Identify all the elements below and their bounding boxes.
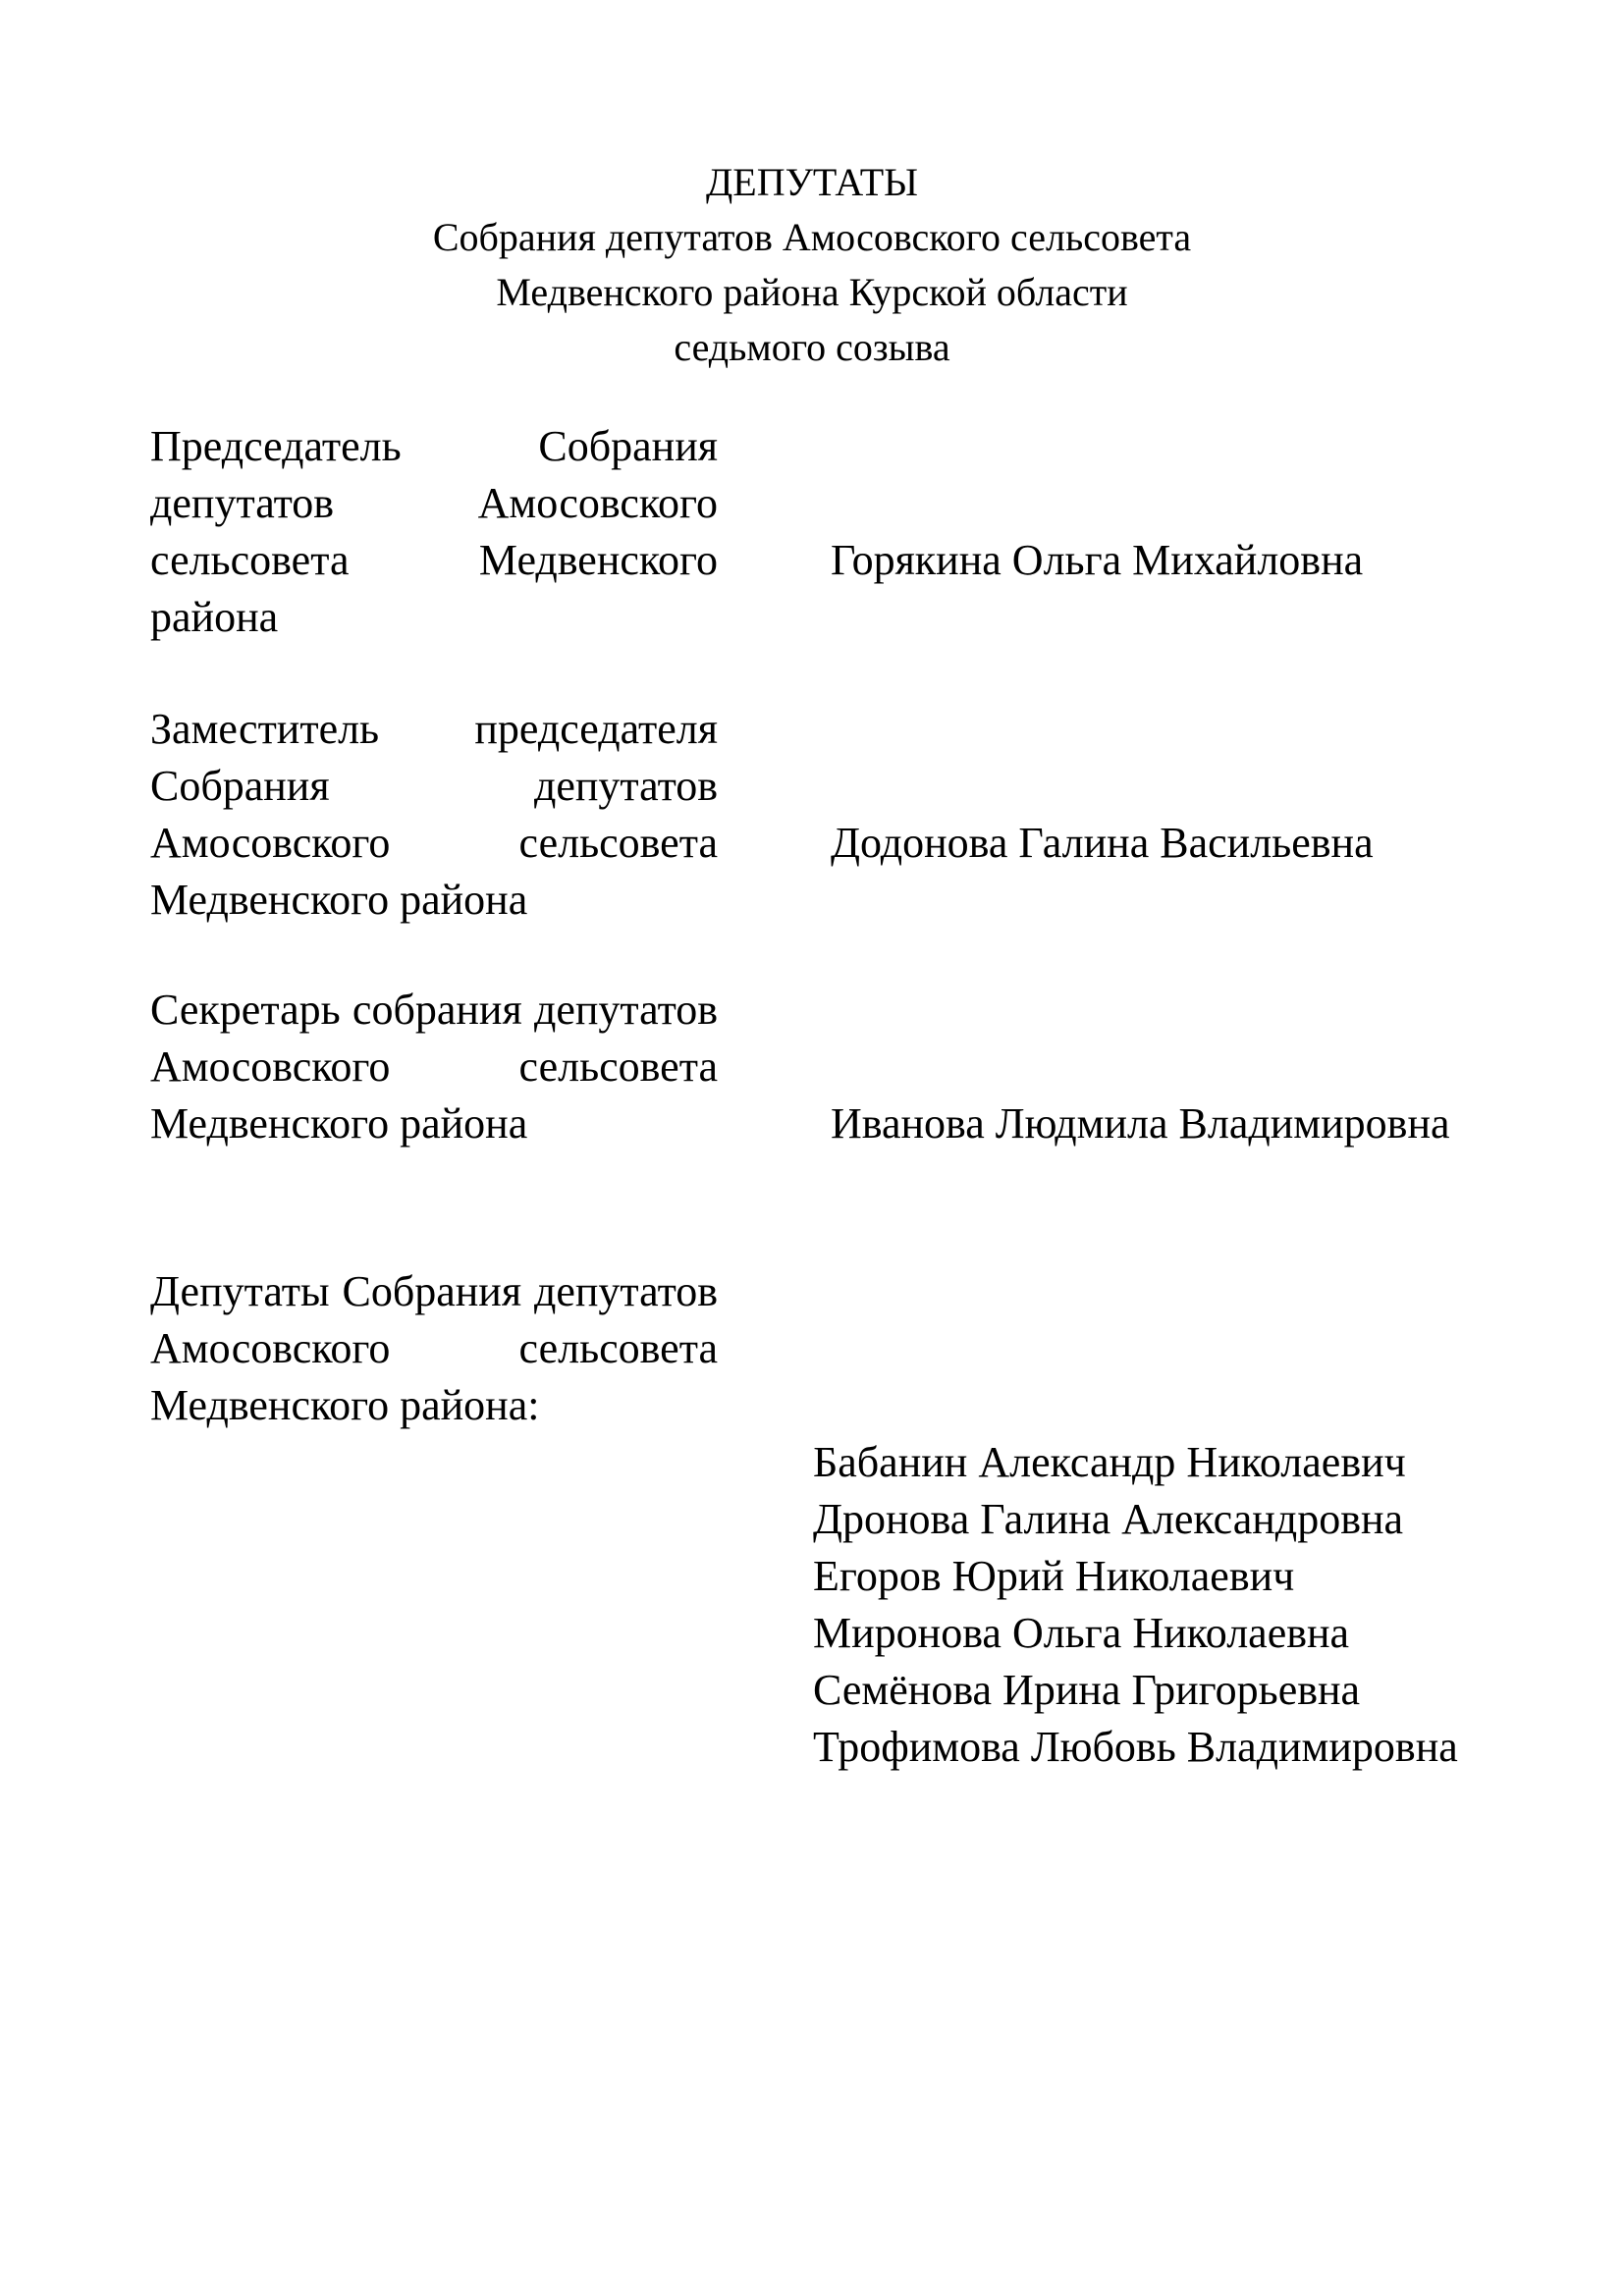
- list-item: Бабанин Александр Николаевич: [813, 1438, 1406, 1486]
- deputies-role: Депутаты Собрания депутатов Амосовского сельсовета Медвенского района:: [150, 1267, 718, 1429]
- deputies-list: [813, 1434, 1458, 1776]
- list-item: Егоров Юрий Николаевич: [813, 1552, 1295, 1600]
- chairman-name: Горякина Ольга Михайловна: [831, 536, 1364, 584]
- header-line-1: Собрания депутатов Амосовского сельсовета: [432, 215, 1192, 259]
- deputy-chairman-name: Додонова Галина Васильевна: [831, 819, 1374, 867]
- list-item: Трофимова Любовь Владимировна: [813, 1723, 1458, 1771]
- header-line-3: седьмого созыва: [674, 325, 950, 369]
- deputy-chairman-role: Заместитель председателя Собрания депутатов Амосовского сельсовета Медвенского района: [150, 705, 718, 924]
- chairman-role: Председатель Собрания депутатов Амосовского сельсовета Медвенского района: [150, 422, 718, 641]
- list-item: Миронова Ольга Николаевна: [813, 1609, 1350, 1657]
- secretary-name: Иванова Людмила Владимировна: [831, 1099, 1450, 1148]
- secretary-role: Секретарь собрания депутатов Амосовского сельсовета Медвенского района: [150, 986, 718, 1148]
- list-item: Дронова Галина Александровна: [813, 1495, 1404, 1543]
- document-header: [0, 155, 1624, 375]
- header-line-2: Медвенского района Курской области: [496, 270, 1128, 314]
- header-title: ДЕПУТАТЫ: [705, 160, 919, 204]
- list-item: Семёнова Ирина Григорьевна: [813, 1666, 1361, 1714]
